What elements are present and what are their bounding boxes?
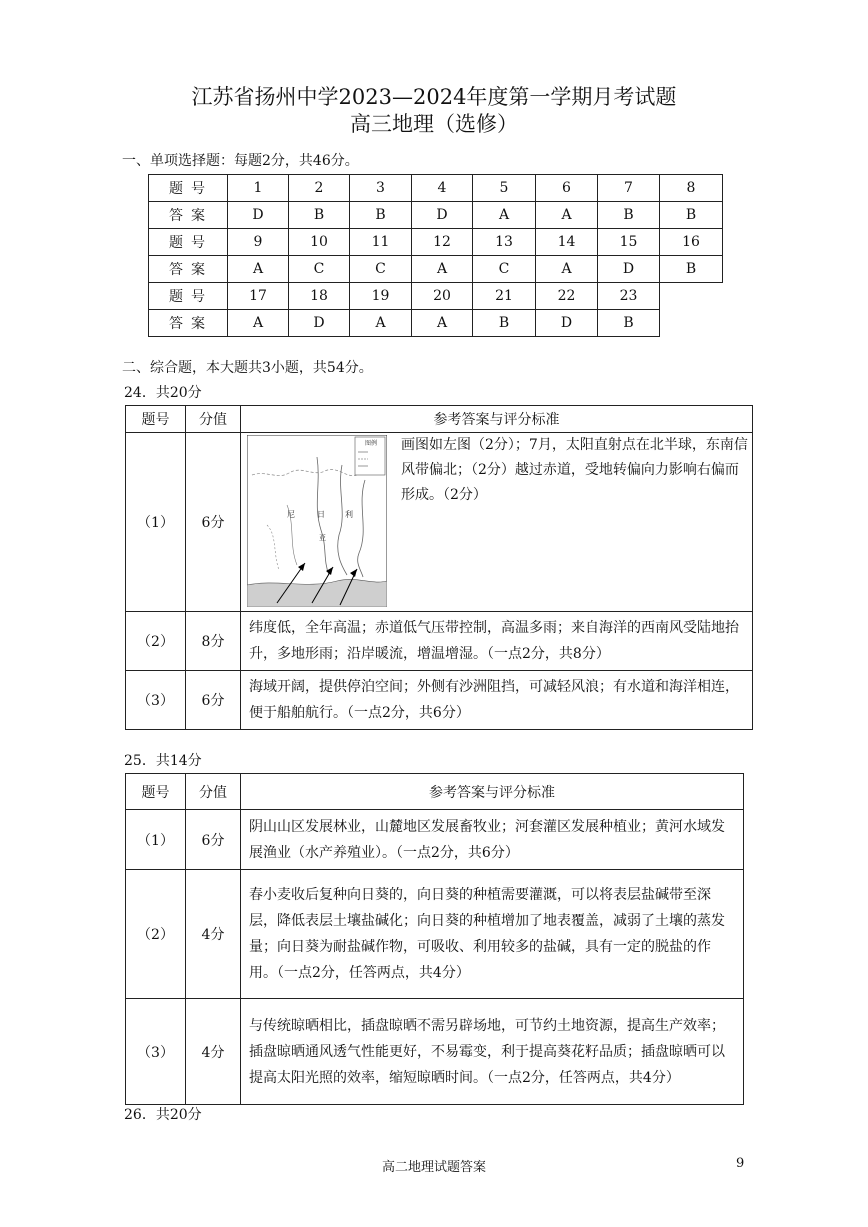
mcq-cell-answer: A xyxy=(228,310,289,337)
mcq-cell-answer: B xyxy=(289,202,350,229)
mcq-row-question-number xyxy=(149,283,723,310)
mcq-label-answer: 答案 xyxy=(149,256,228,283)
q24-row1-answer-cell xyxy=(241,433,753,612)
page-number: 9 xyxy=(736,1156,745,1171)
mcq-cell-question-number: 11 xyxy=(350,229,412,256)
q25-row3-score: 4分 xyxy=(186,999,241,1105)
mcq-cell-answer: B xyxy=(660,202,723,229)
q25-header-num: 题号 xyxy=(126,774,186,810)
map-label-c: 利 xyxy=(345,510,353,519)
q24-header-score: 分值 xyxy=(186,406,241,433)
mcq-cell-question-number: 22 xyxy=(536,283,598,310)
mcq-cell-question-number: 1 xyxy=(228,175,289,202)
q25-row2-score: 4分 xyxy=(186,870,241,999)
mcq-row-answer xyxy=(149,256,723,283)
page-subtitle: 高三地理（选修） xyxy=(350,112,518,136)
q26-heading: 26．共20分 xyxy=(124,1107,202,1123)
mcq-cell-question-number: 21 xyxy=(473,283,536,310)
q24-table xyxy=(125,405,753,730)
q24-row3-num: （3） xyxy=(126,671,186,730)
mcq-cell-question-number: 8 xyxy=(660,175,723,202)
q25-header-answer: 参考答案与评分标准 xyxy=(241,774,744,810)
mcq-cell-answer: A xyxy=(473,202,536,229)
q24-header-answer: 参考答案与评分标准 xyxy=(241,406,753,433)
mcq-cell-question-number: 13 xyxy=(473,229,536,256)
mcq-cell-answer: A xyxy=(536,202,598,229)
mcq-cell-answer: B xyxy=(598,202,660,229)
mcq-cell-answer: B xyxy=(473,310,536,337)
page-title: 江苏省扬州中学2023—2024年度第一学期月考试题 xyxy=(191,85,677,109)
q25-row1-score: 6分 xyxy=(186,810,241,870)
mcq-cell-question-number: 16 xyxy=(660,229,723,256)
mcq-label-question-number: 题号 xyxy=(149,175,228,202)
q24-row1-answer: 画图如左图（2分）；7月，太阳直射点在北半球，东南信风带偏北；（2分）越过赤道，受地转偏向力影响右偏而形成。（2分） xyxy=(401,437,748,503)
footer-title: 高二地理试题答案 xyxy=(381,1160,486,1175)
q25-row2-answer: 春小麦收后复种向日葵的，向日葵的种植需要灌溉，可以将表层盐碱带至深层，降低表层土壤盐碱化；向日葵的种植增加了地表覆盖，减弱了土壤的蒸发量；向日葵为耐盐碱作物，可吸收、利用较多的盐碱，具有一定的脱盐的作用。（一点2分，任答两点，共4分） xyxy=(241,870,744,999)
mcq-answer-table xyxy=(148,174,723,337)
mcq-cell-answer: B xyxy=(660,256,723,283)
map-label-a: 尼 xyxy=(287,510,295,519)
mcq-cell-answer: A xyxy=(228,256,289,283)
mcq-cell-answer: B xyxy=(598,310,660,337)
q24-row1-num: （1） xyxy=(126,433,186,612)
q25-row3-num: （3） xyxy=(126,999,186,1105)
q24-row2-score: 8分 xyxy=(186,612,241,671)
mcq-row-question-number xyxy=(149,175,723,202)
q25-row1-num: （1） xyxy=(126,810,186,870)
mcq-cell-answer: A xyxy=(412,256,473,283)
mcq-cell-answer: A xyxy=(350,310,412,337)
mcq-cell-answer: D xyxy=(536,310,598,337)
mcq-cell-answer: A xyxy=(536,256,598,283)
q25-row3-answer: 与传统晾晒相比，插盘晾晒不需另辟场地，可节约土地资源，提高生产效率；插盘晾晒通风透气性能更好，不易霉变，利于提高葵花籽品质；插盘晾晒可以提高太阳光照的效率，缩短晾晒时间。（一点2分，任答两点，共4分） xyxy=(241,999,744,1105)
q24-row1-score: 6分 xyxy=(186,433,241,612)
mcq-cell-answer: C xyxy=(350,256,412,283)
mcq-cell-question-number: 17 xyxy=(228,283,289,310)
mcq-cell-question-number: 9 xyxy=(228,229,289,256)
q24-heading: 24．共20分 xyxy=(124,385,202,401)
mcq-cell-answer: C xyxy=(289,256,350,283)
map-label-b: 日 xyxy=(317,510,325,519)
mcq-label-answer: 答案 xyxy=(149,310,228,337)
q24-row3-answer: 海域开阔，提供停泊空间；外侧有沙洲阻挡，可减轻风浪；有水道和海洋相连，便于船舶航行。（一点2分，共6分） xyxy=(241,671,753,730)
mcq-cell-question-number: 18 xyxy=(289,283,350,310)
map-legend-title: 图例 xyxy=(365,440,378,447)
q25-heading: 25．共14分 xyxy=(124,753,202,769)
mcq-cell-answer: D xyxy=(598,256,660,283)
mcq-row-answer xyxy=(149,202,723,229)
q24-row2-num: （2） xyxy=(126,612,186,671)
mcq-cell-question-number: 2 xyxy=(289,175,350,202)
mcq-cell-question-number: 5 xyxy=(473,175,536,202)
mcq-cell-question-number: 3 xyxy=(350,175,412,202)
map-label-d: 亚 xyxy=(319,534,326,542)
q24-header-num: 题号 xyxy=(126,406,186,433)
mcq-row-question-number xyxy=(149,229,723,256)
map-figure-icon xyxy=(247,435,387,607)
q25-row2-num: （2） xyxy=(126,870,186,999)
mcq-cell-question-number: 15 xyxy=(598,229,660,256)
mcq-label-question-number: 题号 xyxy=(149,283,228,310)
section2-heading: 二、综合题，本大题共3小题，共54分。 xyxy=(122,360,373,376)
mcq-label-question-number: 题号 xyxy=(149,229,228,256)
mcq-cell-answer: A xyxy=(412,310,473,337)
mcq-cell-answer: D xyxy=(228,202,289,229)
mcq-cell-answer: D xyxy=(412,202,473,229)
mcq-cell-question-number: 4 xyxy=(412,175,473,202)
mcq-cell-question-number: 23 xyxy=(598,283,660,310)
q24-row3-score: 6分 xyxy=(186,671,241,730)
mcq-cell-question-number: 7 xyxy=(598,175,660,202)
mcq-cell-question-number: 20 xyxy=(412,283,473,310)
q25-header-score: 分值 xyxy=(186,774,241,810)
section1-heading: 一、单项选择题：每题2分，共46分。 xyxy=(122,153,359,169)
q24-row2-answer: 纬度低，全年高温；赤道低气压带控制，高温多雨；来自海洋的西南风受陆地抬升，多地形雨；沿岸暖流，增温增湿。（一点2分，共8分） xyxy=(241,612,753,671)
mcq-cell-question-number: 10 xyxy=(289,229,350,256)
q25-row1-answer: 阴山山区发展林业，山麓地区发展畜牧业；河套灌区发展种植业；黄河水域发展渔业（水产养殖业）。（一点2分，共6分） xyxy=(241,810,744,870)
mcq-row-answer xyxy=(149,310,723,337)
mcq-cell-question-number: 14 xyxy=(536,229,598,256)
mcq-cell-answer: B xyxy=(350,202,412,229)
mcq-cell-question-number: 19 xyxy=(350,283,412,310)
mcq-cell-answer: D xyxy=(289,310,350,337)
mcq-cell-answer: C xyxy=(473,256,536,283)
q25-table xyxy=(125,773,744,1105)
mcq-cell-question-number: 6 xyxy=(536,175,598,202)
mcq-cell-question-number: 12 xyxy=(412,229,473,256)
mcq-label-answer: 答案 xyxy=(149,202,228,229)
